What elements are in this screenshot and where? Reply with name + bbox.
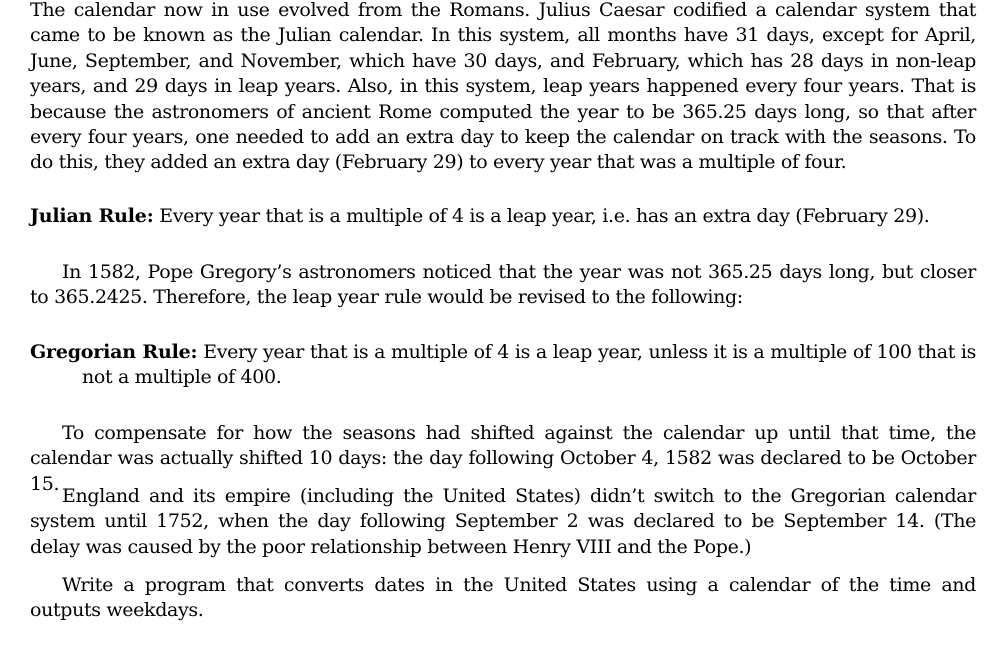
julian-rule [30, 204, 976, 229]
shift-paragraph: To compensate for how the seasons had shifted against the calendar up until that time, the calendar was actually shifted 10 days: the day following October 4, 1582 was declared to be October 15. [30, 422, 976, 495]
intro-paragraph: The calendar now in use evolved from the Romans. Julius Caesar codified a calendar system that came to be known as the Julian calendar. In this system, all months have 31 days, except for April, June, September, and November, which have 30 days, and February, which has 28 days in non-leap years, and 29 days in leap years. Also, in this system, leap years happened every four years. That is because the astronomers of ancient Rome computed the year to be 365.25 days long, so that after every four years, one needed to add an extra day to keep the calendar on track with the seasons. To do this, they added an extra day (February 29) to every year that was a multiple of four. [30, 0, 976, 174]
julian-rule-label: Julian Rule: [30, 205, 154, 227]
gregory-paragraph: In 1582, Pope Gregory’s astronomers noticed that the year was not 365.25 days long, but closer to 365.2425. Therefore, the leap year rule would be revised to the following: [30, 261, 976, 309]
gregorian-rule-label: Gregorian Rule: [30, 341, 198, 363]
julian-rule-text: Every year that is a multiple of 4 is a leap year, i.e. has an extra day (February 29). [159, 205, 930, 227]
england-paragraph: England and its empire (including the United States) didn’t switch to the Gregorian calendar system until 1752, when the day following September 2 was declared to be September 14. (The delay was caused by the poor relationship between Henry VIII and the Pope.) [30, 485, 976, 558]
task-paragraph: Write a program that converts dates in the United States using a calendar of the time and outputs weekdays. [30, 574, 976, 622]
gregorian-rule-text: Every year that is a multiple of 4 is a leap year, unless it is a multiple of 100 that is not a multiple of 400. [82, 341, 976, 389]
gregorian-rule [30, 340, 976, 391]
